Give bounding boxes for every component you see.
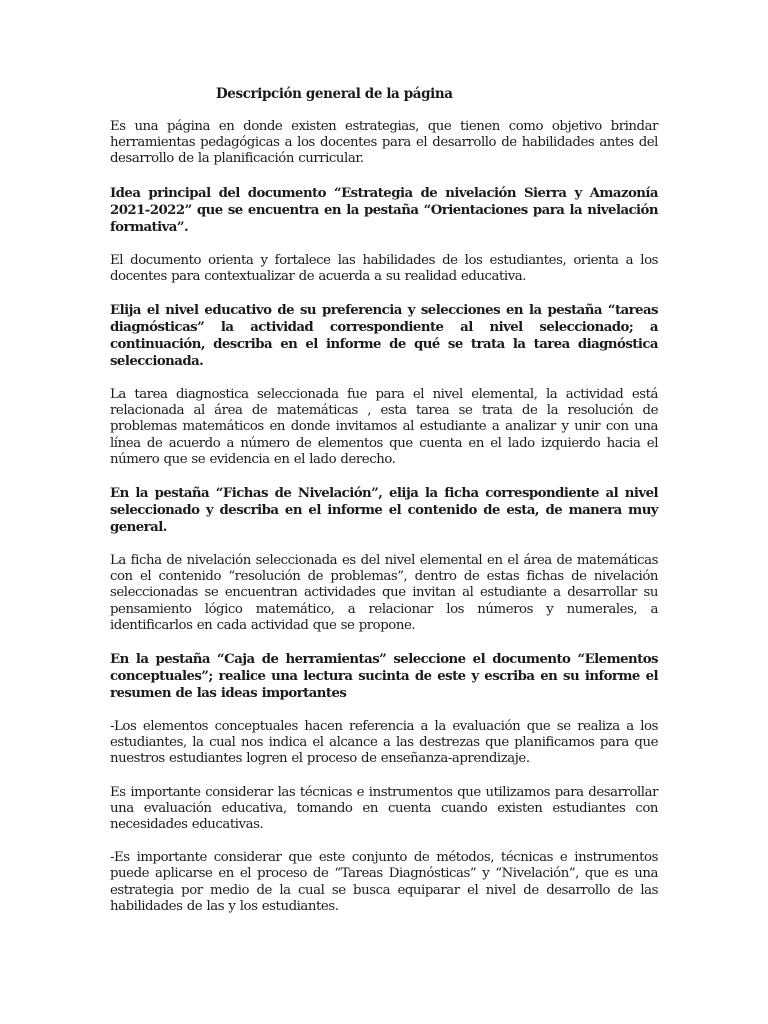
document-title: Descripción general de la página <box>216 86 453 102</box>
question-diagnostic-task: Elija el nivel educativo de su preferencia y selecciones en la pestaña “tareas diagnósticas” la actividad correspondiente al nivel seleccionado; a continuación, describa en el informe de qué se trata la tarea diagnóstica seleccionada. <box>110 303 658 370</box>
document-page <box>110 86 658 932</box>
paragraph-intro: Es una página en donde existen estrategias, que tienen como objetivo brindar herramientas pedagógicas a los docentes para el desarrollo de habilidades antes del desarrollo de la planificación curricular. <box>110 119 658 167</box>
answer-toolbox-2: Es importante considerar las técnicas e instrumentos que utilizamos para desarrollar una evaluación educativa, tomando en cuenta cuando existen estudiantes con necesidades educativas. <box>110 784 658 833</box>
question-main-idea: Idea principal del documento “Estrategia de nivelación Sierra y Amazonía 2021-2022” que se encuentra en la pestaña “Orientaciones para la nivelación formativa”. <box>110 185 658 235</box>
question-toolbox: En la pestaña “Caja de herramientas” seleccione el documento “Elementos conceptuales”; realice una lectura sucinta de este y escriba en su informe el resumen de las ideas importantes <box>110 652 658 702</box>
answer-toolbox-1: -Los elementos conceptuales hacen referencia a la evaluación que se realiza a los estudiantes, la cual nos indica el alcance a las destrezas que planificamos para que nuestros estudiantes logren el proceso de enseñanza-aprendizaje. <box>110 719 658 767</box>
answer-diagnostic-task: La tarea diagnostica seleccionada fue para el nivel elemental, la actividad está relacionada al área de matemáticas , esta tarea se trata de la resolución de problemas matemáticos en donde invitamos al estudiante a analizar y unir con una línea de acuerdo a número de elementos que cuenta en el lado izquierdo hacia el número que se evidencia en el lado derecho. <box>110 387 658 467</box>
question-leveling-sheets: En la pestaña “Fichas de Nivelación”, elija la ficha correspondiente al nivel seleccionado y describa en el informe el contenido de esta, de manera muy general. <box>110 486 658 536</box>
answer-main-idea: El documento orienta y fortalece las habilidades de los estudiantes, orienta a los docentes para contextualizar de acuerda a su realidad educativa. <box>110 252 658 284</box>
answer-leveling-sheets: La ficha de nivelación seleccionada es del nivel elemental en el área de matemáticas con el contenido “resolución de problemas”, dentro de estas fichas de nivelación seleccionadas se encuentran actividades que invitan al estudiante a desarrollar su pensamiento lógico matemático, a relacionar los números y numerales, a identificarlos en cada actividad que se propone. <box>110 553 658 633</box>
answer-toolbox-3: -Es importante considerar que este conjunto de métodos, técnicas e instrumentos puede aplicarse en el proceso de “Tareas Diagnósticas” y “Nivelación”, que es una estrategia por medio de la cual se busca equiparar el nivel de desarrollo de las habilidades de las y los estudiantes. <box>110 850 658 914</box>
